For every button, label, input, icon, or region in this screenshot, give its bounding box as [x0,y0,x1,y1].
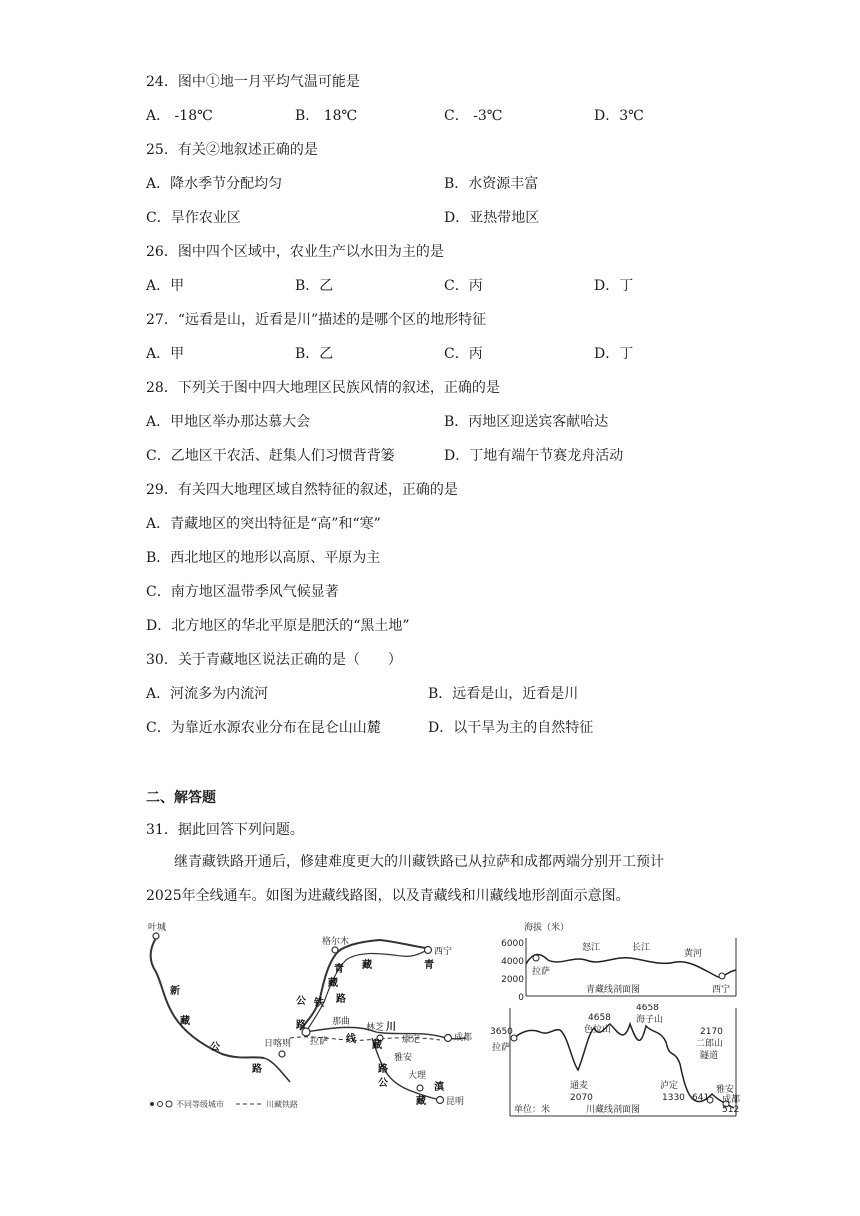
city-label: 大理 [408,1071,427,1081]
question-stem: 30．关于青藏地区说法正确的是（ ） [146,652,402,668]
unit-label: 单位：米 [514,1105,551,1115]
profile-label: 拉萨 [532,967,551,977]
city-label: 格尔木 [322,937,350,947]
sichuan-tibet-profile [490,1004,750,1120]
place-label: 二郎山 [696,1039,724,1049]
option-b: B． 18℃ [295,108,358,124]
road-label: 线 [346,1034,356,1045]
question-stem: 25．有关②地叙述正确的是 [146,142,318,158]
option-b: B．远看是山，近看是川 [428,686,579,702]
option-d: D．以干旱为主的自然特征 [428,720,594,736]
road-label: 路 [378,1064,388,1075]
route-map [140,920,490,1120]
option-a: A．甲地区举办那达慕大会 [146,414,311,430]
road-label: 藏 [328,978,338,989]
road-label: 铁 [314,998,324,1009]
profile-label: 怒江 [582,943,601,953]
city-label: 叶城 [148,923,167,933]
city-label: 昆明 [446,1097,465,1107]
elevation-label: 512 [722,1105,740,1115]
option-c: C．丙 [444,346,483,362]
option-c: C．乙地区干农活、赶集人们习惯背背篓 [146,448,395,464]
road-label: 藏 [372,1040,382,1051]
question-stem: 27．“远看是山，近看是川”描述的是哪个区的地形特征 [146,312,487,328]
question-stem: 24．图中①地一月平均气温可能是 [146,74,360,90]
question-stem: 29．有关四大地理区域自然特征的叙述，正确的是 [146,482,458,498]
city-label: 雅安 [394,1053,413,1063]
place-label: 雅安 [716,1085,735,1095]
option-a: A．河流多为内流河 [146,686,269,702]
elevation-label: 3650 [490,1027,513,1037]
option-d: D．亚热带地区 [444,210,540,226]
road-label: 青 [334,964,344,975]
elevation-label: 4658 [588,1013,611,1023]
road-label: 公 [378,1078,388,1089]
y-tick: 2000 [501,975,524,985]
road-label: 路 [296,1020,306,1031]
road-label: 路 [336,994,346,1005]
road-label: 路 [252,1064,262,1075]
option-c: C．丙 [444,278,483,294]
option-a: A．降水季节分配均匀 [146,176,283,192]
city-label: 成都 [454,1033,473,1043]
elevation-label: 4658 [636,1004,659,1013]
road-label: 川 [386,1022,396,1033]
map-legend [150,1099,298,1109]
option-c: C． -3℃ [444,108,503,124]
option-a: A．甲 [146,346,185,362]
option-d: D．丁 [594,346,634,362]
elevation-label: 641 [692,1093,710,1103]
place-label: 通麦 [570,1081,589,1091]
road-label: 青 [424,960,434,971]
question-31-stem: 31．据此回答下列问题。 [146,822,304,838]
city-label: 康定 [402,1035,421,1045]
road-label: 新 [170,986,180,997]
option-b: B．水资源丰富 [444,176,539,192]
road-label: 滇 [434,1082,444,1093]
section-title: 二、解答题 [146,790,216,806]
paragraph-line-2: 2025年全线通车。如图为进藏线路图，以及青藏线和川藏线地形剖面示意图。 [146,888,630,904]
city-label: 西宁 [434,947,453,957]
city-label: 拉萨 [310,1037,329,1047]
question-stem: 28．下列关于图中四大地理区民族风情的叙述，正确的是 [146,380,500,396]
option-a: A．甲 [146,278,185,294]
place-label: 海子山 [636,1015,664,1025]
question-stem: 26．图中四个区域中，农业生产以水田为主的是 [146,244,444,260]
option-b: B．西北地区的地形以高原、平原为主 [146,550,381,566]
legend-rail-label: 川藏铁路 [266,1100,298,1109]
option-d: D．丁地有端午节赛龙舟活动 [444,448,624,464]
road-label: 藏 [180,1016,190,1027]
place-label: 拉萨 [492,1043,511,1053]
y-tick: 4000 [501,957,524,967]
road-label: 藏 [416,1096,426,1107]
elevation-label: 2070 [570,1093,593,1103]
option-d: D．丁 [594,278,634,294]
profile-caption: 青藏线剖面图 [586,985,641,995]
elevation-label: 1330 [662,1093,685,1103]
option-c: C．为靠近水源农业分布在昆仑山山麓 [146,720,381,736]
place-label: 成都 [722,1095,741,1105]
profile-label: 黄河 [684,949,703,959]
option-c: C．南方地区温带季风气候显著 [146,584,339,600]
paragraph-line-1: 继青藏铁路开通后，修建难度更大的川藏铁路已从拉萨和成都两端分别开工预计 [174,854,664,870]
legend-city-label: 不同等级城市 [176,1100,224,1109]
city-label: 那曲 [332,1017,351,1027]
y-axis-label: 海拔（米） [524,923,570,933]
y-tick: 6000 [501,939,524,949]
road-label: 公 [296,996,306,1007]
profile-caption: 川藏线剖面图 [586,1105,641,1115]
option-c: C．旱作农业区 [146,210,241,226]
city-label: 林芝 [366,1023,385,1033]
elevation-label: 2170 [700,1027,723,1037]
option-b: B．乙 [295,346,334,362]
qinghai-tibet-profile [490,920,740,1002]
option-b: B．丙地区迎送宾客献哈达 [444,414,609,430]
road-label: 公 [210,1042,220,1053]
profile-label: 长江 [632,943,651,953]
place-label: 泸定 [660,1081,679,1091]
y-tick: 0 [518,993,524,1002]
option-b: B．乙 [295,278,334,294]
road-label: 藏 [362,960,372,971]
city-label: 日喀则 [264,1039,292,1049]
option-d: D．3℃ [594,108,644,124]
place-label: 色拉山 [584,1025,612,1035]
option-a: A． -18℃ [146,108,213,124]
option-a: A．青藏地区的突出特征是“高”和“寒” [146,516,381,532]
option-d: D．北方地区的华北平原是肥沃的“黑土地” [146,618,410,634]
profile-label: 西宁 [712,985,731,995]
place-label: 隧道 [700,1051,719,1061]
